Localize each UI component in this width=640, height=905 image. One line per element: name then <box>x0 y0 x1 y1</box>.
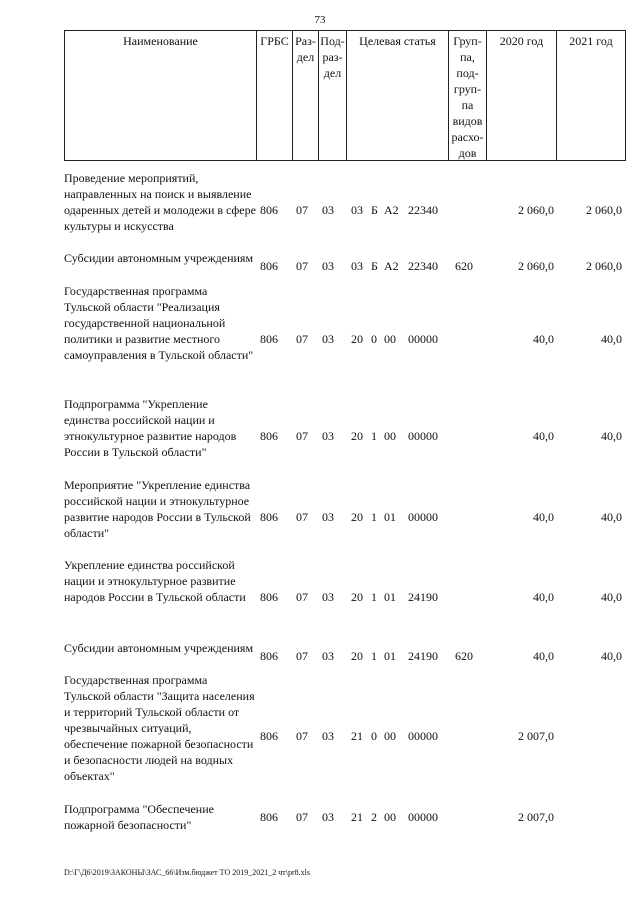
row-name: Государственная программа Тульской области "Реализация государственной национальной политики и развитие местного самоуправления в Тульской области" <box>64 284 254 362</box>
target-program: 21 <box>351 729 363 743</box>
header-2020: 2020 год <box>487 31 557 160</box>
value-2021: 2 060,0 <box>586 203 622 217</box>
target-program: 20 <box>351 510 363 524</box>
target-subprogram: Б <box>371 203 378 217</box>
row-name: Субсидии автономным учреждениям <box>64 641 254 655</box>
podrazdel-cell: 03 <box>322 729 334 743</box>
grbs-cell: 806 <box>260 810 278 824</box>
razdel-cell: 07 <box>296 259 308 273</box>
row-name: Субсидии автономным учреждениям <box>64 251 254 265</box>
group-cell: 620 <box>455 649 473 663</box>
razdel-cell: 07 <box>296 510 308 524</box>
target-subprogram: 1 <box>371 510 377 524</box>
target-event: 00 <box>384 729 396 743</box>
row-name: Мероприятие "Укрепление единства российской нации и этнокультурное развитие народов России в Тульской области" <box>64 478 251 540</box>
value-2020: 40,0 <box>533 649 554 663</box>
target-event: А2 <box>384 259 399 273</box>
podrazdel-cell: 03 <box>322 203 334 217</box>
value-2021: 40,0 <box>601 332 622 346</box>
razdel-cell: 07 <box>296 332 308 346</box>
target-program: 20 <box>351 429 363 443</box>
row-name: Государственная программа Тульской области "Защита населения и территорий Тульской области от чрезвычайных ситуаций, обеспечение пожарной безопасности и безопасности людей на водных объектах" <box>64 673 255 783</box>
grbs-cell: 806 <box>260 649 278 663</box>
razdel-cell: 07 <box>296 203 308 217</box>
row-name: Подпрограмма "Укрепление единства российской нации и этнокультурное развитие народов России в Тульской области" <box>64 397 237 459</box>
target-program: 03 <box>351 259 363 273</box>
target-subprogram: 0 <box>371 729 377 743</box>
razdel-cell: 07 <box>296 810 308 824</box>
value-2021: 40,0 <box>601 590 622 604</box>
file-path: D:\Г\Д6\2019\ЗАКОНЫ\ЗАС_66\Изм.бюджет ТО 2019_2021_2 чт\pr8.xls <box>64 868 310 877</box>
target-subprogram: 0 <box>371 332 377 346</box>
target-program: 03 <box>351 203 363 217</box>
value-2020: 2 060,0 <box>518 203 554 217</box>
target-subprogram: 1 <box>371 649 377 663</box>
razdel-cell: 07 <box>296 649 308 663</box>
value-2020: 2 060,0 <box>518 259 554 273</box>
podrazdel-cell: 03 <box>322 429 334 443</box>
value-2020: 2 007,0 <box>518 729 554 743</box>
value-2021: 40,0 <box>601 510 622 524</box>
target-direction: 24190 <box>408 649 438 663</box>
target-direction: 00000 <box>408 332 438 346</box>
target-event: 00 <box>384 810 396 824</box>
target-program: 20 <box>351 332 363 346</box>
podrazdel-cell: 03 <box>322 259 334 273</box>
grbs-cell: 806 <box>260 729 278 743</box>
header-target: Целевая статья <box>347 31 449 160</box>
table-header <box>64 30 626 161</box>
value-2020: 2 007,0 <box>518 810 554 824</box>
value-2020: 40,0 <box>533 332 554 346</box>
target-program: 21 <box>351 810 363 824</box>
grbs-cell: 806 <box>260 332 278 346</box>
page-number: 73 <box>314 14 326 26</box>
grbs-cell: 806 <box>260 429 278 443</box>
target-event: 01 <box>384 510 396 524</box>
value-2021: 40,0 <box>601 429 622 443</box>
razdel-cell: 07 <box>296 590 308 604</box>
header-razdel: Раз- дел <box>293 31 319 160</box>
grbs-cell: 806 <box>260 259 278 273</box>
header-2021: 2021 год <box>569 34 613 48</box>
razdel-cell: 07 <box>296 429 308 443</box>
row-name: Укрепление единства российской нации и этнокультурное развитие народов России в Тульской области <box>64 558 246 604</box>
header-podrazdel: Под- раз- дел <box>319 31 347 160</box>
target-direction: 22340 <box>408 259 438 273</box>
target-subprogram: Б <box>371 259 378 273</box>
target-event: А2 <box>384 203 399 217</box>
target-program: 20 <box>351 649 363 663</box>
target-event: 00 <box>384 429 396 443</box>
target-direction: 24190 <box>408 590 438 604</box>
podrazdel-cell: 03 <box>322 510 334 524</box>
grbs-cell: 806 <box>260 510 278 524</box>
target-direction: 00000 <box>408 510 438 524</box>
grbs-cell: 806 <box>260 590 278 604</box>
podrazdel-cell: 03 <box>322 590 334 604</box>
target-program: 20 <box>351 590 363 604</box>
target-subprogram: 1 <box>371 429 377 443</box>
target-subprogram: 1 <box>371 590 377 604</box>
header-name: Наименование <box>65 31 257 160</box>
razdel-cell: 07 <box>296 729 308 743</box>
target-subprogram: 2 <box>371 810 377 824</box>
value-2020: 40,0 <box>533 429 554 443</box>
row-name: Проведение мероприятий, направленных на поиск и выявление одаренных детей и молодежи в сфере культуры и искусства <box>64 171 256 233</box>
target-direction: 00000 <box>408 429 438 443</box>
value-2021: 2 060,0 <box>586 259 622 273</box>
target-direction: 00000 <box>408 810 438 824</box>
row-name: Подпрограмма "Обеспечение пожарной безопасности" <box>64 802 214 832</box>
podrazdel-cell: 03 <box>322 332 334 346</box>
header-grbs: ГРБС <box>257 31 293 160</box>
group-cell: 620 <box>455 259 473 273</box>
header-group: Груп- па, под- груп- па видов расхо- дов <box>449 31 487 160</box>
target-direction: 00000 <box>408 729 438 743</box>
grbs-cell: 806 <box>260 203 278 217</box>
target-event: 00 <box>384 332 396 346</box>
podrazdel-cell: 03 <box>322 810 334 824</box>
value-2021: 40,0 <box>601 649 622 663</box>
podrazdel-cell: 03 <box>322 649 334 663</box>
target-event: 01 <box>384 590 396 604</box>
value-2020: 40,0 <box>533 590 554 604</box>
target-event: 01 <box>384 649 396 663</box>
target-direction: 22340 <box>408 203 438 217</box>
value-2020: 40,0 <box>533 510 554 524</box>
